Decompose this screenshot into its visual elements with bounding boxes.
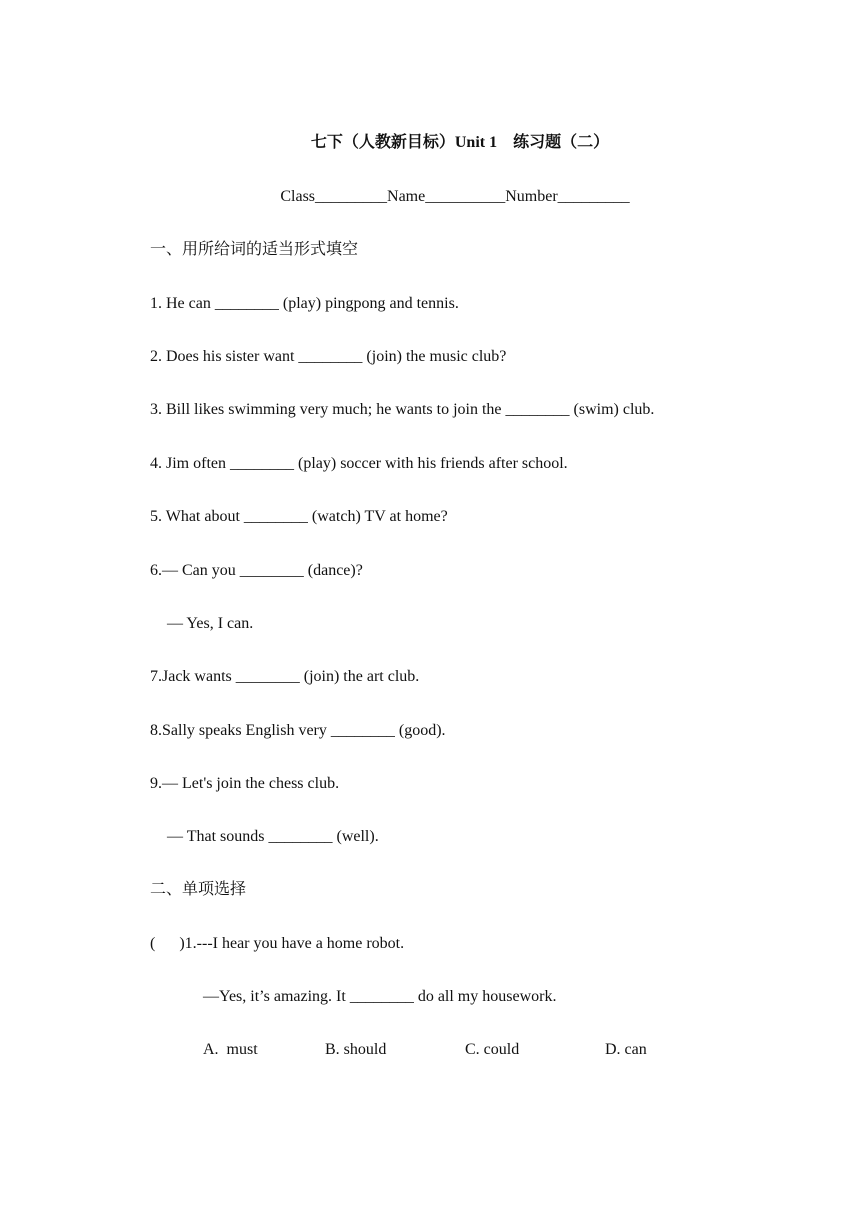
section-heading-fill-in: 一、用所给词的适当形式填空 <box>150 241 359 258</box>
exercise-item: 8.Sally speaks English very ________ (good). <box>150 722 446 739</box>
student-info-line: Class_________Name__________Number_________ <box>280 188 630 205</box>
option-d: D. can <box>605 1041 647 1058</box>
exercise-item: 9.— Let's join the chess club. <box>150 775 340 792</box>
question-reply: —Yes, it’s amazing. It ________ do all my housework. <box>203 988 557 1005</box>
exercise-item: 6.— Can you ________ (dance)? <box>150 562 363 579</box>
exercise-item: 7.Jack wants ________ (join) the art club. <box>150 668 420 685</box>
exercise-item: 2. Does his sister want ________ (join) the music club? <box>150 348 507 365</box>
exercise-item: 5. What about ________ (watch) TV at home? <box>150 508 448 525</box>
option-a: A. must <box>203 1041 258 1058</box>
section-heading-multiple-choice: 二、单项选择 <box>150 881 247 898</box>
exercise-item: 4. Jim often ________ (play) soccer with his friends after school. <box>150 455 568 472</box>
exercise-reply: — Yes, I can. <box>167 615 254 632</box>
exercise-reply: — That sounds ________ (well). <box>167 828 379 845</box>
option-c: C. could <box>465 1041 520 1058</box>
exercise-item: 3. Bill likes swimming very much; he wants to join the ________ (swim) club. <box>150 401 655 418</box>
option-b: B. should <box>325 1041 387 1058</box>
document-title: 七下（人教新目标）Unit 1 练习题（二） <box>310 134 610 151</box>
question-stem: ( )1.---I hear you have a home robot. <box>150 935 405 952</box>
exercise-item: 1. He can ________ (play) pingpong and tennis. <box>150 295 459 312</box>
